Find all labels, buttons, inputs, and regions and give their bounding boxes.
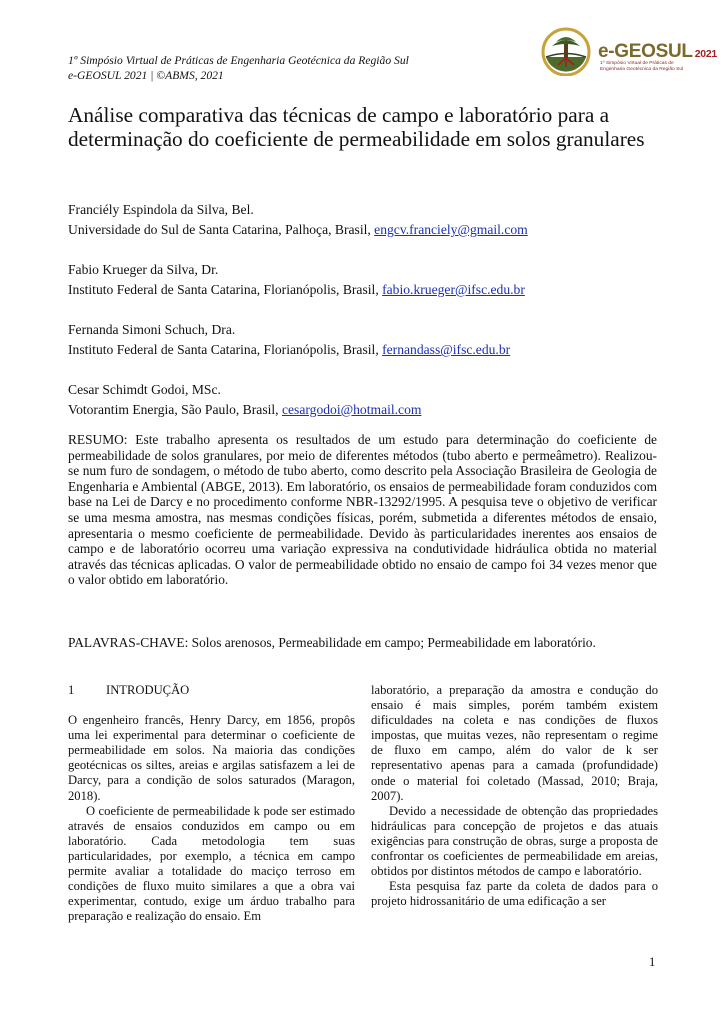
- body-paragraph: Devido a necessidade de obtenção das propriedades hidráulicas para concepção de projetos e das atuais exigências para construção de obras, surge a proposta de confrontar os coeficientes de permeabilidade em areias, obtidos por distintos métodos de campo e laboratório.: [371, 803, 658, 879]
- author-block: [68, 320, 668, 360]
- author-affiliation: Instituto Federal de Santa Catarina, Florianópolis, Brasil,: [68, 342, 383, 357]
- logo-subtitle: [600, 61, 710, 73]
- author-name: Franciély Espindola da Silva, Bel.: [68, 202, 254, 217]
- body-paragraph: Esta pesquisa faz parte da coleta de dados para o projeto hidrossanitário de uma edificação a ser: [371, 879, 658, 909]
- author-email-link[interactable]: fernandass@ifsc.edu.br: [382, 342, 511, 357]
- author-block: [68, 380, 668, 420]
- body-paragraph: laboratório, a preparação da amostra e condução do ensaio é mais simples, porém também existem dificuldades na coleta e nas condições de fluxos impostas, que muitas vezes, não representam o regime de fluxo em campo, além do valor de k ser representativo apenas para a camada (profundidade) onde o material foi coletado (Massad, 2010; Braja, 2007).: [371, 683, 658, 803]
- author-affiliation: Universidade do Sul de Santa Catarina, Palhoça, Brasil,: [68, 222, 375, 237]
- author-name: Fabio Krueger da Silva, Dr.: [68, 262, 219, 277]
- body-column-left: [68, 683, 355, 924]
- author-affiliation: Instituto Federal de Santa Catarina, Florianópolis, Brasil,: [68, 282, 383, 297]
- event-logo: [540, 26, 717, 76]
- author-name: Cesar Schimdt Godoi, MSc.: [68, 382, 221, 397]
- author-block: [68, 260, 668, 300]
- section-heading: [68, 683, 355, 698]
- page-number: 1: [649, 955, 656, 969]
- header-line-conference: 1º Simpósio Virtual de Práticas de Engenharia Geotécnica da Região Sul: [68, 54, 409, 67]
- body-column-right: [371, 683, 658, 909]
- header-line-event: e-GEOSUL 2021 | ©ABMS, 2021: [68, 69, 224, 82]
- author-list: [68, 200, 668, 440]
- section-number: 1: [68, 683, 75, 697]
- logo-year: 2021: [694, 48, 717, 60]
- author-affiliation-line: [68, 400, 668, 420]
- author-email-link[interactable]: fabio.krueger@ifsc.edu.br: [382, 282, 525, 297]
- logo-tree-icon: [540, 26, 600, 76]
- abstract: RESUMO: Este trabalho apresenta os resultados de um estudo para determinação do coeficiente de permeabilidade de solos granulares, por meio de diferentes métodos (tubo aberto e permeâmetro). Realizou-se num furo de sondagem, o método de tubo aberto, como descrito pela Associação Brasileira de Geologia de Engenharia e Ambiental (ABGE, 2013). Em laboratório, os ensaios de permeabilidade foram conduzidos com base na Lei de Darcy e no procedimento conforme NBR-13292/1995. A pesquisa teve o objetivo de verificar se uma mesma amostra, nas mesmas condições físicas, porém, submetida a diferentes métodos de ensaio, apresentaria o mesmo coeficiente de permeabilidade. Devido às particularidades inerentes aos ensaios de campo e de laboratório ocorreu uma variação expressiva na condutividade hidráulica obtida no material através das técnicas aplicadas. O valor de permeabilidade obtido no ensaio de campo foi 34 vezes menor que o valor obtido em laboratório.: [68, 432, 657, 588]
- paper-title: Análise comparativa das técnicas de campo e laboratório para a determinação do coeficiente de permeabilidade em solos granulares: [68, 103, 645, 151]
- author-block: [68, 200, 668, 240]
- logo-subtitle-line2: Engenharia Geotécnica da Região Sul: [600, 66, 684, 72]
- section-title: INTRODUÇÃO: [106, 683, 190, 697]
- author-name: Fernanda Simoni Schuch, Dra.: [68, 322, 236, 337]
- author-affiliation-line: [68, 340, 668, 360]
- logo-name: e-GEOSUL: [598, 41, 693, 62]
- author-affiliation: Votorantim Energia, São Paulo, Brasil,: [68, 402, 282, 417]
- author-affiliation-line: [68, 220, 668, 240]
- author-email-link[interactable]: engcv.franciely@gmail.com: [374, 222, 528, 237]
- body-paragraph: O engenheiro francês, Henry Darcy, em 1856, propôs uma lei experimental para determinar o coeficiente de permeabilidade em solos. Na maioria das condições geotécnicas os siltes, areias e argilas satisfazem a lei de Darcy, para a condição de solos saturados (Maragon, 2018).: [68, 713, 355, 803]
- author-email-link[interactable]: cesargodoi@hotmail.com: [281, 402, 422, 417]
- logo-wordmark: [598, 41, 717, 63]
- body-paragraph: O coeficiente de permeabilidade k pode ser estimado através de ensaios conduzidos em campo ou em laboratório. Cada metodologia tem suas particularidades, por exemplo, a técnica em campo permite avaliar a totalidade do maciço terroso em condições de fluxo muito similares a que a obra vai experimentar, contudo, exige um árduo trabalho para preparação e realização do ensaio. Em: [68, 803, 355, 924]
- logo-subtitle-line1: 1º Simpósio Virtual de Práticas de: [600, 61, 674, 66]
- running-header: [68, 53, 409, 83]
- keywords: PALAVRAS-CHAVE: Solos arenosos, Permeabilidade em campo; Permeabilidade em laboratório.: [68, 635, 596, 650]
- author-affiliation-line: [68, 280, 668, 300]
